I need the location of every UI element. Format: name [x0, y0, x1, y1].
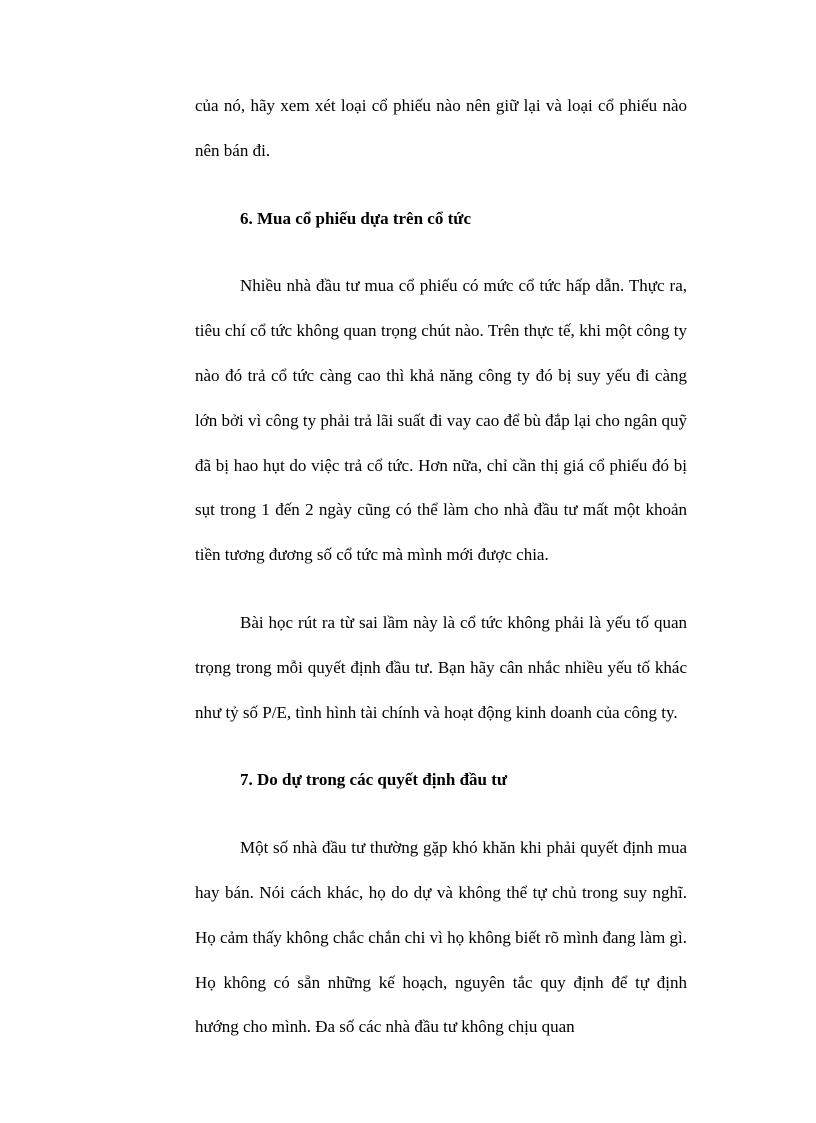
paragraph-continuation: của nó, hãy xem xét loại cổ phiếu nào nên giữ lại và loại cổ phiếu nào nên bán đi.	[195, 96, 687, 160]
paragraph-lesson: Bài học rút ra từ sai lầm này là cổ tức không phải là yếu tố quan trọng trong mỗi quyết định đầu tư. Bạn hãy cân nhắc nhiều yếu tố khác như tỷ số P/E, tình hình tài chính và hoạt động kinh doanh của công ty.	[195, 612, 687, 722]
paragraph-dividends: Nhiều nhà đầu tư mua cổ phiếu có mức cổ tức hấp dẫn. Thực ra, tiêu chí cổ tức không quan trọng chút nào. Trên thực tế, khi một công ty nào đó trả cổ tức càng cao thì khả năng công ty đó bị suy yếu đi càng lớn bởi vì công ty phải trả lãi suất đi vay cao để bù đắp lại cho ngân quỹ đã bị hao hụt do việc trả cổ tức. Hơn nữa, chỉ cần thị giá cổ phiếu đó bị sụt trong 1 đến 2 ngày cũng có thể làm cho nhà đầu tư mất một khoản tiền tương đương số cổ tức mà mình mới được chia.	[195, 276, 687, 565]
heading-section-6: 6. Mua cổ phiếu dựa trên cổ tức	[240, 208, 471, 228]
heading-section-7: 7. Do dự trong các quyết định đầu tư	[240, 770, 508, 790]
paragraph-hesitation: Một số nhà đầu tư thường gặp khó khăn khi phải quyết định mua hay bán. Nói cách khác, họ do dự và không thể tự chủ trong suy nghĩ. Họ cảm thấy không chắc chắn chi vì họ không biết rõ mình đang làm gì. Họ không có sẵn những kế hoạch, nguyên tắc quy định để tự định hướng cho mình. Đa số các nhà đầu tư không chịu quan	[195, 838, 687, 1037]
document-page	[195, 84, 687, 1050]
